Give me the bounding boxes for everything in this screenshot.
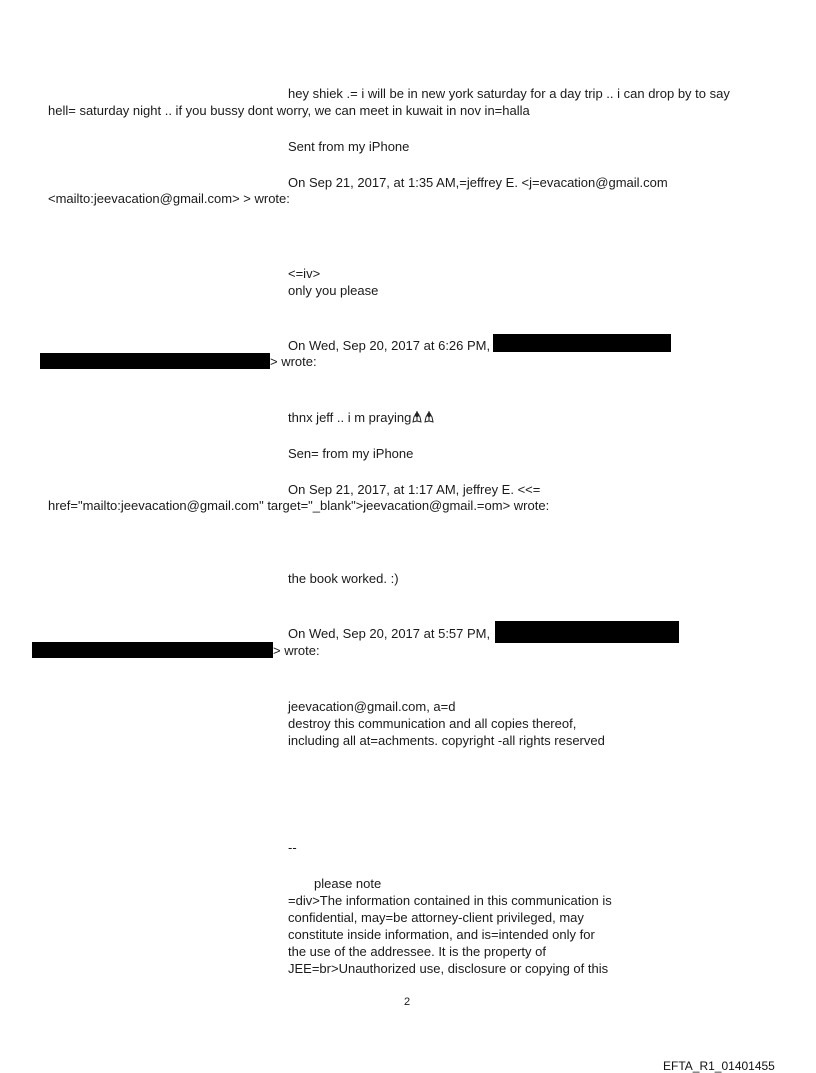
signature-text: =div>The information contained in this communication is (288, 893, 612, 908)
redaction-bar (493, 334, 671, 352)
quote-header: > wrote: (270, 354, 317, 369)
quote-message: only you please (288, 283, 379, 298)
quote-message: thnx jeff .. i m praying (288, 410, 412, 425)
quote-header: On Sep 21, 2017, at 1:17 AM, jeffrey E. <<= (288, 482, 541, 497)
html-tag-text: <=iv> (288, 266, 321, 281)
quote-header: href="mailto:jeevacation@gmail.com" target="_blank">jeevacation@gmail.=om> wrote: (48, 498, 550, 513)
page-number: 2 (404, 996, 411, 1008)
quote-header: On Sep 21, 2017, at 1:35 AM,=jeffrey E. <j=evacation@gmail.com (288, 175, 668, 190)
quote-header: <mailto:jeevacation@gmail.com> > wrote: (48, 191, 290, 206)
quote-message: jeevacation@gmail.com, a=d (288, 699, 456, 714)
signature-text: JEE=br>Unauthorized use, disclosure or copying of this (288, 961, 609, 976)
reply-signature: Sent from my iPhone (288, 139, 410, 154)
signature-text: constitute inside information, and is=intended only for (288, 927, 595, 942)
quote-message: the book worked. :) (288, 571, 399, 586)
praying-hands-icon (411, 410, 423, 425)
reply-text-line: hey shiek .= i will be in new york saturday for a day trip .. i can drop by to say (288, 86, 730, 101)
document-id: EFTA_R1_01401455 (663, 1059, 775, 1073)
signature-separator: -- (288, 840, 297, 855)
quote-header: > wrote: (273, 643, 320, 658)
redaction-bar (32, 642, 273, 658)
redaction-bar (40, 353, 270, 369)
quote-header: On Wed, Sep 20, 2017 at 5:57 PM, (288, 626, 491, 641)
signature-text: the use of the addressee. It is the property of (288, 944, 546, 959)
redaction-bar (495, 621, 679, 643)
quote-header: On Wed, Sep 20, 2017 at 6:26 PM, (288, 338, 491, 353)
quote-message: destroy this communication and all copies thereof, (288, 716, 577, 731)
quote-message: including all at=achments. copyright -all rights reserved (288, 733, 605, 748)
quote-message-line (288, 410, 435, 426)
signature-text: please note (314, 876, 382, 891)
quote-signature: Sen= from my iPhone (288, 446, 414, 461)
signature-text: confidential, may=be attorney-client privileged, may (288, 910, 584, 925)
reply-text-line: hell= saturday night .. if you bussy dont worry, we can meet in kuwait in nov in=halla (48, 103, 530, 118)
praying-hands-icon (423, 410, 435, 425)
